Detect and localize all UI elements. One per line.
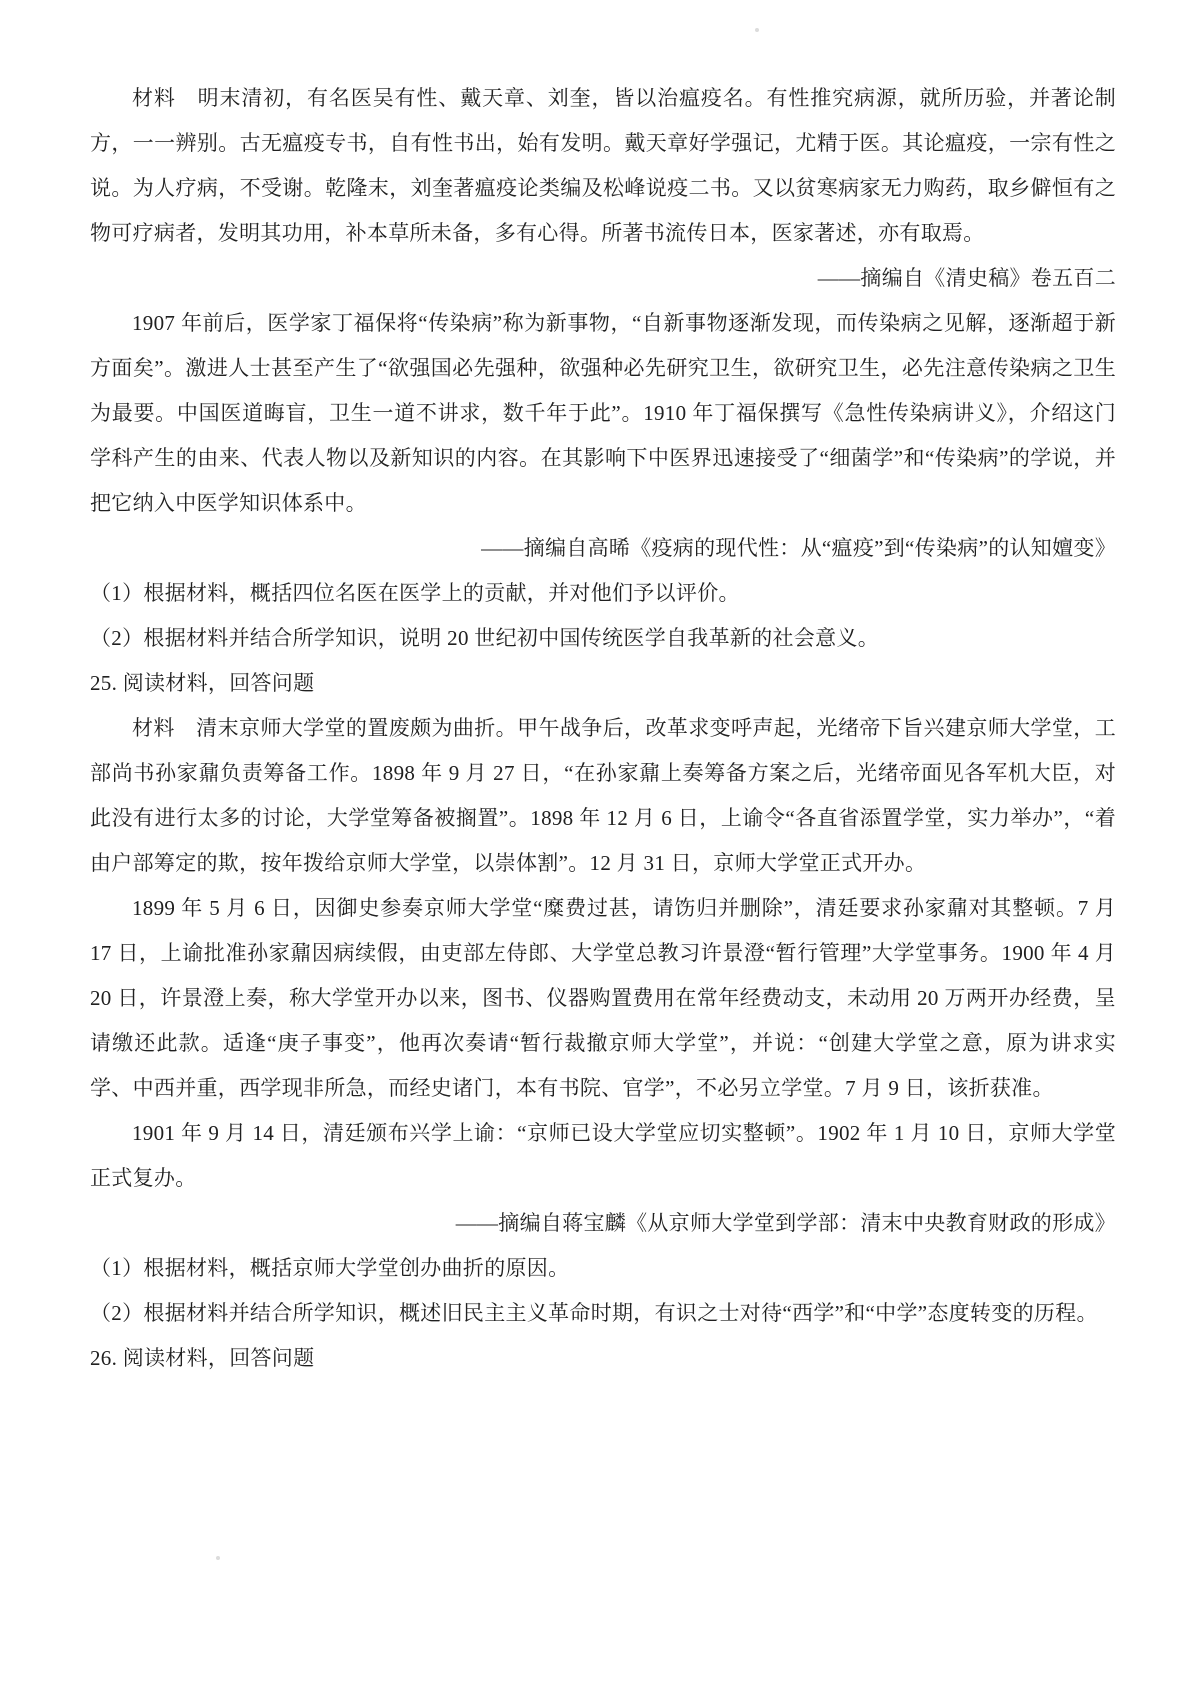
material-paragraph: 材料 明末清初，有名医吴有性、戴天章、刘奎，皆以治瘟疫名。有性推究病源，就所历验，并著论制方，一一辨别。古无瘟疫专书，自有性书出，始有发明。戴天章好学强记，尤精于医。其论瘟疫，一宗有性之说。为人疗病，不受谢。乾隆末，刘奎著瘟疫论类编及松峰说疫二书。又以贫寒病家无力购药，取乡僻恒有之物可疗病者，发明其功用，补本草所未备，多有心得。所著书流传日本，医家著述，亦有取焉。 xyxy=(90,86,1116,245)
section-heading: 25. 阅读材料，回答问题 xyxy=(90,671,315,695)
question-item: （1）根据材料，概括四位名医在医学上的贡献，并对他们予以评价。 xyxy=(90,581,740,605)
source-attribution: ——摘编自高晞《疫病的现代性：从“瘟疫”到“传染病”的认知嬗变》 xyxy=(481,536,1116,560)
question-item: （1）根据材料，概括京师大学堂创办曲折的原因。 xyxy=(90,1256,570,1280)
question-item: （2）根据材料并结合所学知识，概述旧民主主义革命时期，有识之士对待“西学”和“中学”态度转变的历程。 xyxy=(90,1301,1098,1325)
material-paragraph: 1901 年 9 月 14 日，清廷颁布兴学上谕：“京师已设大学堂应切实整顿”。1902 年 1 月 10 日，京师大学堂正式复办。 xyxy=(90,1121,1117,1190)
scan-artifact-dot xyxy=(216,1556,220,1560)
material-paragraph: 1907 年前后，医学家丁福保将“传染病”称为新事物，“自新事物逐渐发现，而传染病之见解，逐渐超于新方面矣”。激进人士甚至产生了“欲强国必先强种，欲强种必先研究卫生，欲研究卫生，必先注意传染病之卫生为最要。中国医道晦盲，卫生一道不讲求，数千年于此”。1910 年丁福保撰写《急性传染病讲义》，介绍这门学科产生的由来、代表人物以及新知识的内容。在其影响下中医界迅速接受了“细菌学”和“传染病”的学说，并把它纳入中医学知识体系中。 xyxy=(90,311,1116,515)
question-item: （2）根据材料并结合所学知识，说明 20 世纪初中国传统医学自我革新的社会意义。 xyxy=(90,626,879,650)
material-paragraph: 1899 年 5 月 6 日，因御史参奏京师大学堂“糜费过甚，请饬归并删除”，清廷要求孙家鼐对其整顿。7 月 17 日，上谕批准孙家鼐因病续假，由吏部左侍郎、大学堂总教习许景澄“暂行管理”大学堂事务。1900 年 4 月 20 日，许景澄上奏，称大学堂开办以来，图书、仪器购置费用在常年经费动支，未动用 20 万两开办经费，呈请缴还此款。适逢“庚子事变”，他再次奏请“暂行裁撤京师大学堂”，并说：“创建大学堂之意，原为讲求实学、中西并重，西学现非所急，而经史诸门，本有书院、官学”，不必另立学堂。7 月 9 日，该折获准。 xyxy=(90,896,1116,1100)
scan-artifact-dot xyxy=(755,28,759,32)
section-heading: 26. 阅读材料，回答问题 xyxy=(90,1346,315,1370)
source-attribution: ——摘编自蒋宝麟《从京师大学堂到学部：清末中央教育财政的形成》 xyxy=(455,1211,1116,1235)
source-attribution: ——摘编自《清史稿》卷五百二 xyxy=(817,266,1116,290)
material-paragraph: 材料 清末京师大学堂的置废颇为曲折。甲午战争后，改革求变呼声起，光绪帝下旨兴建京师大学堂，工部尚书孙家鼐负责筹备工作。1898 年 9 月 27 日，“在孙家鼐上奏筹备方案之后，光绪帝面见各军机大臣，对此没有进行太多的讨论，大学堂筹备被搁置”。1898 年 12 月 6 日，上谕令“各直省添置学堂，实力举办”，“着由户部筹定的欺，按年拨给京师大学堂，以崇体割”。12 月 31 日，京师大学堂正式开办。 xyxy=(90,716,1116,875)
